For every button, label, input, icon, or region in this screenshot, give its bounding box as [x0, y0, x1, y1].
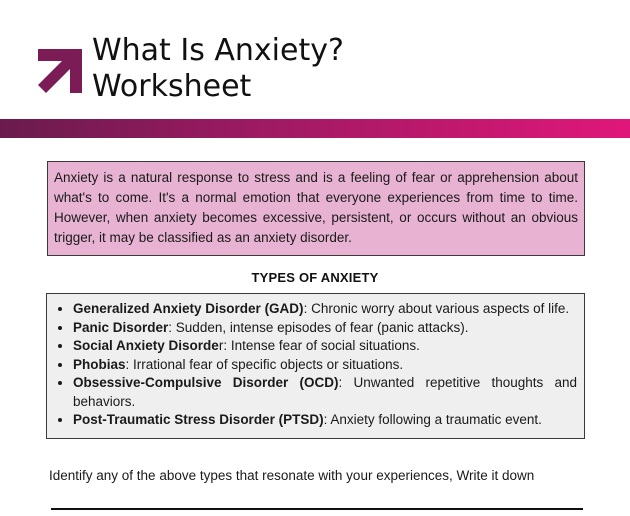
list-item: [73, 300, 577, 319]
intro-text: Anxiety is a natural response to stress and is a feeling of fear or apprehension about what's to come. It's a normal emotion that everyone experiences from time to time. However, when anxiety becomes excessive, persistent, or occurs without an obvious trigger, it may be classified as an anxiety disorder.: [54, 170, 578, 245]
answer-line[interactable]: [51, 508, 583, 510]
arrow-up-right-icon: [34, 45, 86, 97]
type-term: Obsessive-Compulsive Disorder (OCD): [73, 375, 339, 390]
type-desc: : Anxiety following a traumatic event.: [323, 412, 542, 427]
type-term: Phobias: [73, 356, 126, 372]
list-item: [73, 337, 577, 356]
list-item: [73, 319, 577, 338]
type-term: Generalized Anxiety Disorder (GAD): [73, 301, 304, 316]
type-term: Panic Disorder: [73, 319, 169, 335]
types-box: [46, 293, 585, 439]
type-desc: : Intense fear of social situations.: [223, 338, 420, 353]
type-desc: : Irrational fear of specific objects or situations.: [125, 356, 404, 372]
list-item: [73, 374, 577, 411]
header-accent-band: [0, 119, 630, 138]
title-line-2: Worksheet: [92, 69, 252, 104]
type-term: Social Anxiety Disorde: [73, 338, 219, 353]
list-item: [73, 356, 577, 375]
type-term: Post-Traumatic Stress Disorder (PTSD): [73, 412, 324, 427]
type-desc: : Unwanted repetitive thoughts and behaviors.: [73, 375, 577, 409]
type-desc: : Sudden, intense episodes of fear (panic attacks).: [168, 319, 469, 335]
types-list: [56, 300, 577, 430]
page-title: [92, 33, 344, 105]
intro-box: [47, 161, 585, 256]
type-desc: : Chronic worry about various aspects of life.: [303, 301, 570, 316]
writing-prompt: Identify any of the above types that resonate with your experiences, Write it down: [49, 468, 535, 483]
title-line-1: What Is Anxiety?: [92, 33, 344, 68]
type-term-rest: r: [218, 338, 224, 353]
list-item: [73, 411, 577, 430]
types-heading: TYPES OF ANXIETY: [251, 270, 379, 285]
